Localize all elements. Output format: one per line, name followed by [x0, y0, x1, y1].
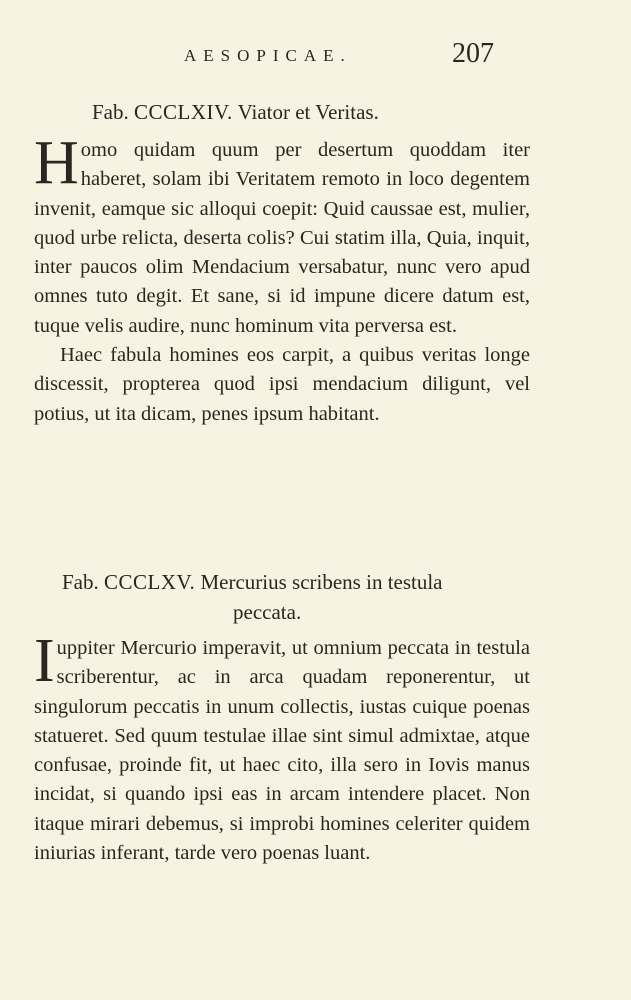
fable-name: Viator et Veritas.: [237, 100, 379, 124]
fable-text: uppiter Mercurio imperavit, ut omnium peccata in testula scriberentur, ac in arca quadam reponerentur, ut singulorum peccatis in unum collectis, iustas cuique poenas statueret. Sed quum testulae illae sint simul admixtae, atque confusae, proinde fit, ut haec cito, illa sero in Iovis manus incidat, si quando ipsi eas in arcam intendere placet. Non itaque mirari debemus, si improbi homines celeriter quidem iniurias inferant, tarde vero poenas luant.: [34, 637, 530, 865]
fable-title: [62, 570, 443, 595]
fable-body: [34, 627, 530, 868]
fable-title: [92, 100, 379, 125]
page-header: [0, 36, 631, 76]
fable-text: omo quidam quum per desertum quoddam iter haberet, solam ibi Veritatem remoto in loco degentem invenit, eamque sic alloqui coepit: Quid caussae est, mulier, quod urbe relicta, deserta colis? Cui statim illa, Quia, inquit, inter paucos olim Mendacium versabatur, nunc vero apud omnes tuto degit. Et sane, si id impune dicere datum est, tuque velis audire, nunc hominum vita perversa est.: [34, 139, 530, 337]
drop-cap: H: [34, 129, 79, 197]
running-title: AESOPICAE.: [184, 46, 352, 65]
fable-number: CCCLXV.: [104, 570, 196, 594]
page-number: 207: [452, 38, 494, 69]
fable-label: Fab.: [92, 100, 129, 124]
fable-label: Fab.: [62, 570, 99, 594]
fable-title-continuation: peccata.: [233, 600, 302, 624]
fable-moral: Haec fabula homines eos carpit, a quibus veritas longe discessit, propterea quod ipsi mendacium diligunt, vel potius, ut ita dicam, penes ipsum habitant.: [34, 344, 530, 425]
fable-body: [34, 129, 530, 429]
drop-cap: I: [34, 627, 55, 695]
fable-number: CCCLXIV.: [134, 100, 233, 124]
fable-name: Mercurius scribens in testula: [200, 570, 443, 594]
